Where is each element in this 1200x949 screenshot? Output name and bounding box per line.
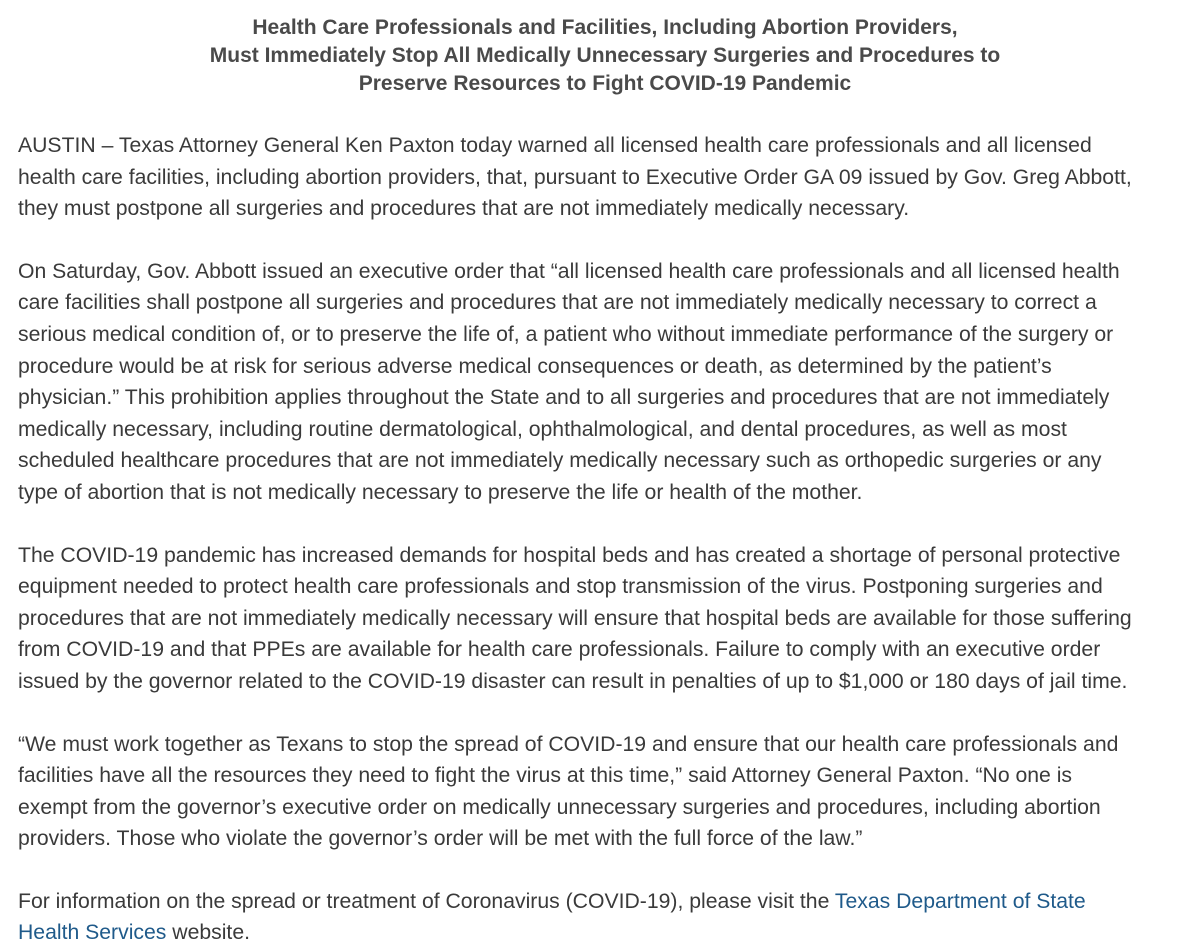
text-line: exempt from the governor’s executive order on medically unnecessary surgeries and procedures, including abortion [18, 795, 1101, 819]
headline [18, 14, 1192, 98]
text-line: facilities have all the resources they need to fight the virus at this time,” said Attorney General Paxton. “No one is [18, 764, 1073, 788]
dshs-link[interactable]: Texas Department of State [834, 889, 1086, 913]
text-line: serious medical condition of, or to preserve the life of, a patient who without immediate performance of the surgery or [18, 322, 1114, 346]
text-line: from COVID-19 and that PPEs are available for health care professionals. Failure to comply with an executive order [18, 638, 1101, 662]
text-line: type of abortion that is not medically necessary to preserve the life or health of the mother. [18, 480, 863, 504]
text-line: they must postpone all surgeries and procedures that are not immediately medically necessary. [18, 197, 910, 221]
paragraph-pandemic [18, 540, 1192, 698]
paragraph-more-info [18, 886, 1192, 949]
info-text: For information on the spread or treatment of Coronavirus (COVID-19), please visit the [18, 889, 835, 913]
headline-line: Must Immediately Stop All Medically Unnecessary Surgeries and Procedures to [209, 44, 1001, 67]
text-line: AUSTIN – Texas Attorney General Ken Paxton today warned all licensed health care professionals and all licensed [18, 134, 1092, 157]
text-line: procedure would be at risk for serious adverse medical consequences or death, as determined by the patient’s [18, 354, 1052, 378]
text-line: procedures that are not immediately medically necessary will ensure that hospital beds are available for those suffering [18, 606, 1132, 630]
text-line: equipment needed to protect health care professionals and stop transmission of the virus. Postponing surgeries and [18, 575, 1103, 599]
text-line: health care facilities, including abortion providers, that, pursuant to Executive Order GA 09 issued by Gov. Greg Abbott, [18, 165, 1132, 189]
text-line: On Saturday, Gov. Abbott issued an executive order that “all licensed health care professionals and all licensed health [18, 259, 1120, 283]
text-line: physician.” This prohibition applies throughout the State and to all surgeries and procedures that are not immediately [18, 386, 1110, 410]
headline-line: Health Care Professionals and Facilities, Including Abortion Providers, [252, 16, 958, 39]
press-release [18, 14, 1192, 949]
text-line [18, 886, 1192, 918]
text-line [18, 917, 1192, 949]
paragraph-quote [18, 729, 1192, 855]
paragraph-executive-order [18, 256, 1192, 509]
dshs-link-continued[interactable]: Health Services [18, 921, 167, 945]
info-text-suffix: website. [166, 921, 250, 945]
text-line: scheduled healthcare procedures that are not immediately medically necessary such as orthopedic surgeries or any [18, 449, 1102, 473]
headline-line: Preserve Resources to Fight COVID-19 Pandemic [358, 72, 852, 95]
text-line: “We must work together as Texans to stop the spread of COVID-19 and ensure that our health care professionals and [18, 732, 1119, 756]
text-line: care facilities shall postpone all surgeries and procedures that are not immediately medically necessary to correct a [18, 291, 1097, 315]
text-line: issued by the governor related to the COVID-19 disaster can result in penalties of up to $1,000 or 180 days of jail time. [18, 669, 1128, 693]
text-line: medically necessary, including routine dermatological, ophthalmological, and dental procedures, as well as most [18, 417, 1067, 441]
text-line: The COVID-19 pandemic has increased demands for hospital beds and has created a shortage of personal protective [18, 543, 1121, 567]
text-line: providers. Those who violate the governor’s order will be met with the full force of the law.” [18, 827, 863, 851]
paragraph-intro [18, 130, 1192, 225]
